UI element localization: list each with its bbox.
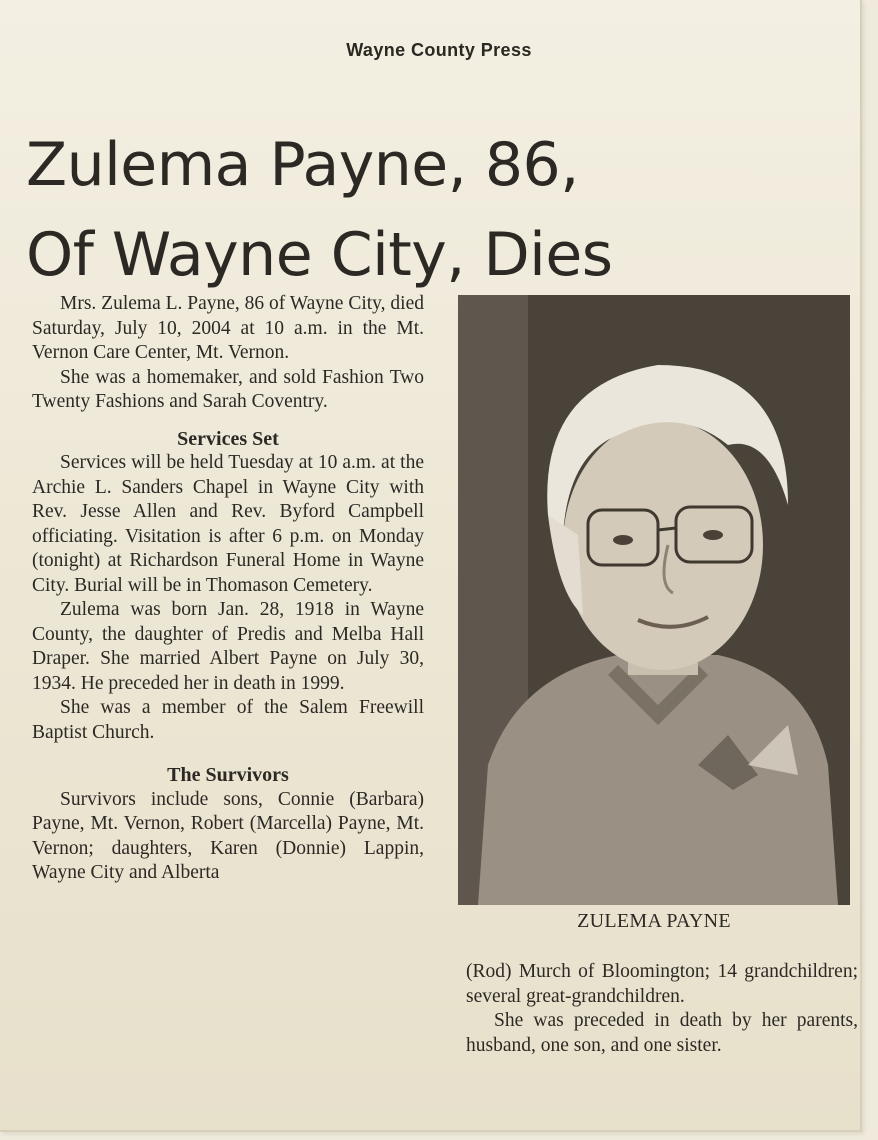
paragraph-survivors-1: Survivors include sons, Connie (Barbara) Payne, Mt. Vernon, Robert (Marcella) Payne, Mt. Vernon; daughters, Karen (Donnie) Lappin, Wayne City and Alberta [32, 788, 424, 883]
services-heading: Services Set [177, 427, 279, 450]
headline-line-2: Of Wayne City, Dies [26, 220, 613, 290]
paragraph-continuation-1: (Rod) Murch of Bloomington; 14 grandchildren; several great-grandchildren. [466, 961, 858, 1007]
paragraph-intro-1: Mrs. Zulema L. Payne, 86 of Wayne City, died Saturday, July 10, 2004 at 10 a.m. in the Mt. Vernon Care Center, Mt. Vernon. [32, 293, 424, 363]
article-column-left [32, 292, 424, 886]
portrait-illustration [458, 295, 850, 905]
headline-line-1: Zulema Payne, 86, [26, 130, 579, 200]
article-column-right [466, 960, 858, 1058]
headline [26, 120, 846, 300]
paragraph-services-2: Zulema was born Jan. 28, 1918 in Wayne County, the daughter of Predis and Melba Hall Draper. She married Albert Payne on July 30, 1934. He preceded her in death in 1999. [32, 599, 424, 694]
survivors-heading: The Survivors [167, 764, 289, 786]
masthead: Wayne County Press [346, 40, 532, 60]
portrait-photo [458, 295, 850, 905]
paragraph-continuation-2: She was preceded in death by her parents, husband, one son, and one sister. [466, 1010, 858, 1056]
paragraph-services-1: Services will be held Tuesday at 10 a.m. at the Archie L. Sanders Chapel in Wayne City with Rev. Jesse Allen and Rev. Byford Campbell officiating. Visitation is after 6 p.m. on Monday (tonight) at Richardson Funeral Home in Wayne City. Burial will be in Thomason Cemetery. [32, 452, 424, 596]
photo-caption: ZULEMA PAYNE [577, 910, 731, 932]
paragraph-services-3: She was a member of the Salem Freewill Baptist Church. [32, 697, 424, 743]
paragraph-intro-2: She was a homemaker, and sold Fashion Two Twenty Fashions and Sarah Coventry. [32, 366, 424, 412]
